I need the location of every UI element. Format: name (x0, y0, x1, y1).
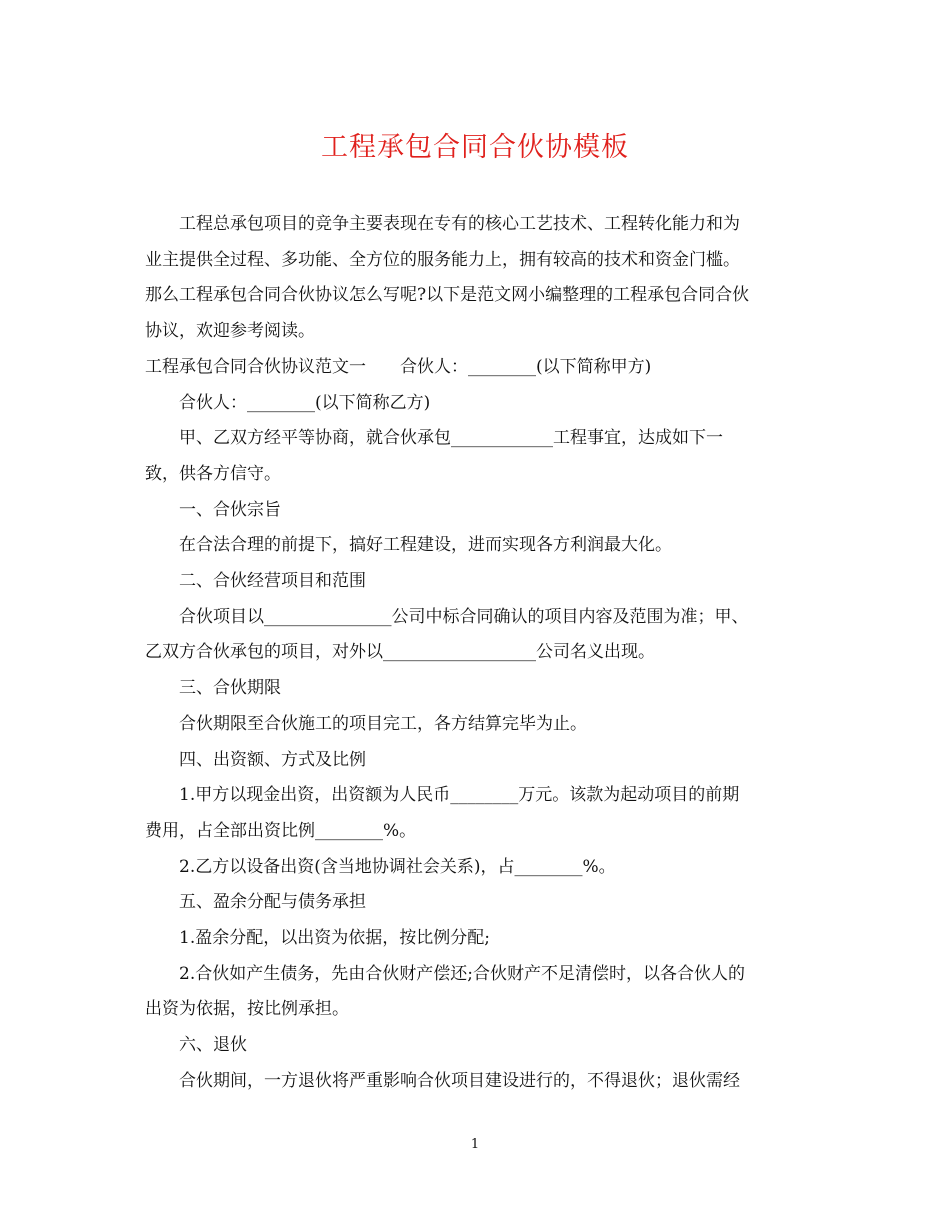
section-heading: 五、盈余分配与债务承担 (179, 892, 366, 913)
section-heading: 二、合伙经营项目和范围 (179, 571, 366, 592)
paragraph-line: 工程承包合同合伙协议范文一 合伙人：________(以下简称甲方) (145, 356, 652, 377)
paragraph-line: 合伙期间，一方退伙将严重影响合伙项目建设进行的，不得退伙；退伙需经 (179, 1070, 740, 1091)
paragraph-line: 费用，占全部出资比例________%。 (145, 820, 417, 841)
paragraph-line: 工程总承包项目的竞争主要表现在专有的核心工艺技术、工程转化能力和为 (179, 214, 740, 234)
section-heading: 一、合伙宗旨 (179, 499, 281, 520)
paragraph-line: 2.合伙如产生债务，先由合伙财产偿还;合伙财产不足清偿时，以各合伙人的 (179, 963, 745, 984)
paragraph-line: 那么工程承包合同合伙协议怎么写呢?以下是范文网小编整理的工程承包合同合伙 (145, 285, 750, 306)
paragraph-line: 1.甲方以现金出资，出资额为人民币________万元。该款为起动项目的前期 (179, 785, 740, 806)
paragraph-line: 1.盈余分配，以出资为依据，按比例分配; (179, 928, 490, 949)
document-body (145, 207, 815, 1100)
paragraph-line: 2.乙方以设备出资(含当地协调社会关系)，占________%。 (179, 856, 616, 877)
paragraph-line: 甲、乙双方经平等协商，就合伙承包____________工程事宜，达成如下一 (179, 428, 723, 449)
paragraph-line: 在合法合理的前提下，搞好工程建设，进而实现各方利润最大化。 (179, 535, 672, 556)
document-title: 工程承包合同合伙协模板 (321, 132, 629, 163)
section-heading: 四、出资额、方式及比例 (179, 749, 366, 770)
paragraph-line: 协议，欢迎参考阅读。 (145, 321, 315, 342)
paragraph-line: 合伙期限至合伙施工的项目完工，各方结算完毕为止。 (179, 713, 587, 734)
paragraph-line: 业主提供全过程、多功能、全方位的服务能力上，拥有较高的技术和资金门槛。 (145, 249, 740, 270)
section-heading: 六、退伙 (179, 1035, 247, 1056)
paragraph-line: 合伙项目以_______________公司中标合同确认的项目内容及范围为准；甲、 (179, 606, 749, 627)
section-heading: 三、合伙期限 (179, 678, 281, 699)
paragraph-line: 乙双方合伙承包的项目，对外以__________________公司名义出现。 (145, 642, 655, 663)
paragraph-line: 致，供各方信守。 (145, 463, 281, 484)
page-number: 1 (470, 1137, 480, 1152)
paragraph-line: 合伙人：________(以下简称乙方) (179, 392, 431, 413)
paragraph-line: 出资为依据，按比例承担。 (145, 999, 349, 1020)
